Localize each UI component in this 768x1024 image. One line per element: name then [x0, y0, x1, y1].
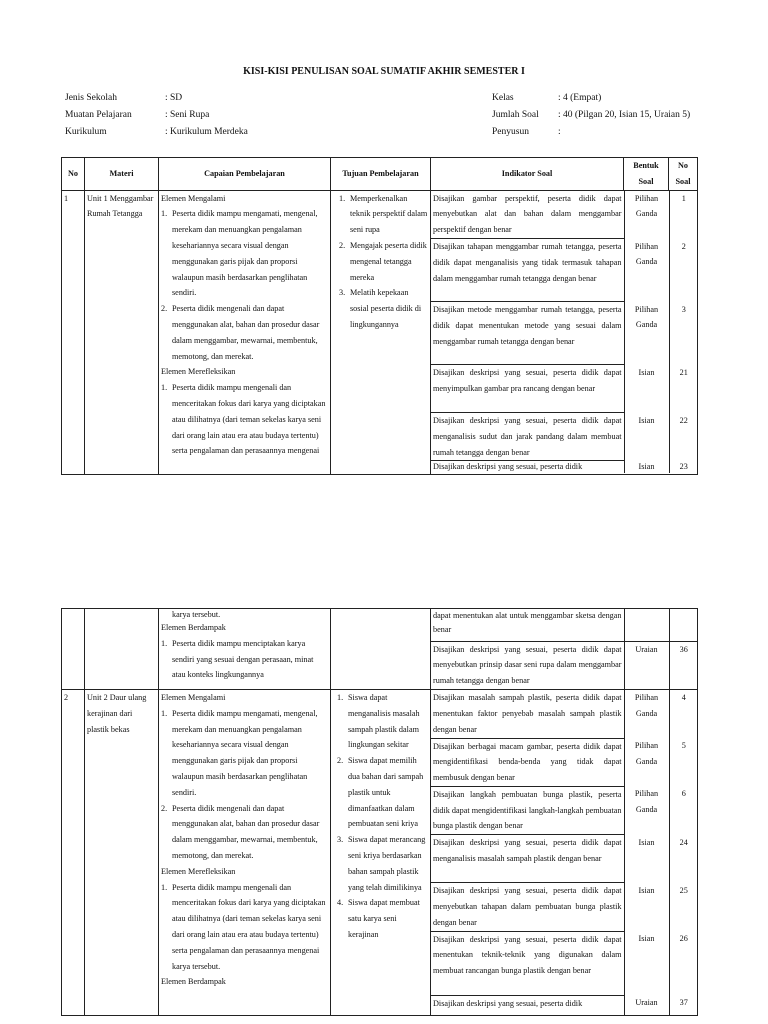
- indikator-text: Disajikan deskripsi yang sesuai, peserta didik dapat menganalisis sudut dan jarak pandang dalam membuat rumah tetangga dengan benar: [431, 413, 624, 461]
- meta-value: : SD: [165, 93, 183, 103]
- kisi-kisi-table-page2: [61, 608, 698, 1016]
- capaian-heading: Elemen Mengalami: [161, 693, 226, 702]
- indikator-text: Disajikan deskripsi yang sesuai, peserta didik dapat menganalisis masalah sampah plastik dengan benar: [431, 835, 624, 883]
- capaian-item: Peserta didik mampu menciptakan karya sendiri yang sesuai dengan perasaan, minat atau konteks lingkungannya: [172, 638, 314, 680]
- no-soal: 22: [679, 415, 688, 425]
- capaian-item: Peserta didik mampu mengamati, mengenal, merekam dan menuangkan pengalaman kesehariannya secara visual dengan menggunakan garis pijak dan proporsi walaupun masih berdasarkan penglihatan sendiri.: [172, 209, 318, 298]
- no-soal: 6: [681, 789, 686, 799]
- empty-cell: [331, 609, 431, 690]
- indikator-text: Disajikan deskripsi yang sesuai, peserta didik: [431, 461, 624, 473]
- header-nosoal: No Soal: [669, 158, 698, 191]
- indikator-text: dapat menentukan alat untuk menggambar sketsa dengan benar: [431, 609, 624, 641]
- bentuk-soal: Uraian: [624, 995, 669, 1015]
- bentuk-soal: Isian: [624, 413, 669, 461]
- tujuan-item: Melatih kepekaan sosial peserta didik di lingkungannya: [350, 288, 422, 329]
- tujuan-item: Memperkenalkan teknik perspektif dalam seni rupa: [350, 193, 428, 235]
- meta-label: Kelas: [492, 93, 514, 103]
- bentuk-soal: Pilihan Ganda: [624, 191, 669, 239]
- row-no: 1: [62, 190, 85, 474]
- meta-value: : 40 (Pilgan 20, Isian 15, Uraian 5): [558, 110, 691, 120]
- capaian-heading: Elemen Merefleksikan: [161, 866, 236, 876]
- row-materi: Unit 2 Daur ulang kerajinan dari plastik bekas: [85, 690, 159, 1016]
- meta-value: : Seni Rupa: [165, 110, 210, 120]
- bentuk-soal: Uraian: [624, 641, 669, 689]
- capaian-item: Peserta didik mampu mengenali dan menceritakan fokus dari karya yang diciptakan atau dilihatnya (dari teman sekelas karya seni dari orang lain atau era atau budaya tertentu) serta pengalaman dan perasaannya mengenai: [172, 383, 326, 456]
- no-soal: 36: [679, 644, 688, 654]
- indikator-text: Disajikan masalah sampah plastik, peserta didik dapat menentukan faktor penyebab masalah sampah plastik dengan benar: [431, 690, 624, 738]
- indikator-text: Disajikan deskripsi yang sesuai, peserta didik dapat menentukan teknik-teknik yang digunakan dalam membuat rancangan bunga plastik dengan benar: [431, 931, 624, 995]
- meta-label: Kurikulum: [65, 127, 107, 137]
- empty-cell: [85, 609, 159, 690]
- indikator-text: Disajikan deskripsi yang sesuai, peserta didik dapat menyimpulkan gambar pra rancang dengan benar: [431, 365, 624, 413]
- indikator-text: Disajikan tahapan menggambar rumah tetangga, peserta didik dapat menganalisis yang tidak termasuk tahapan dalam menggambar rumah tetangga dengan benar: [431, 239, 624, 302]
- header-indikator: Indikator Soal: [431, 158, 624, 191]
- meta-right-labels: [492, 90, 539, 141]
- indikator-text: Disajikan deskripsi yang sesuai, peserta didik: [431, 995, 624, 1015]
- capaian-heading: Elemen Berdampak: [161, 623, 226, 632]
- bentuk-soal: Pilihan Ganda: [624, 239, 669, 302]
- row-tujuan: 1. Memperkenalkan teknik perspektif dalam seni rupa 2. Mengajak peserta didik mengenal tetangga mereka 3. Melatih kepekaan sosial peserta didik di lingkungannya: [331, 190, 431, 474]
- indikator-stack: [431, 609, 698, 690]
- no-soal: 23: [679, 461, 688, 471]
- tujuan-item: Mengajak peserta didik mengenal tetangga mereka: [350, 240, 427, 282]
- indikator-text: Disajikan gambar perspektif, peserta didik dapat menyebutkan alat dan bahan dalam menggambar perspektif dengan benar: [431, 191, 624, 239]
- bentuk-soal: Isian: [624, 883, 669, 931]
- kisi-kisi-table-page1: [61, 157, 698, 475]
- meta-left-values: [165, 90, 248, 141]
- header-no: No: [62, 158, 85, 191]
- meta-label: Muatan Pelajaran: [65, 110, 132, 120]
- meta-value: : Kurikulum Merdeka: [165, 127, 248, 137]
- row-no: 2: [62, 690, 85, 1016]
- indikator-text: Disajikan deskripsi yang sesuai, peserta didik dapat menyebutkan tahapan dalam pembuatan bunga plastik dengan benar: [431, 883, 624, 931]
- bentuk-soal: Pilihan Ganda: [624, 786, 669, 834]
- tujuan-item: Siswa dapat menganalisis masalah sampah plastik dalam lingkungan sekitar: [348, 693, 420, 750]
- no-soal: 3: [681, 304, 686, 314]
- capaian-tail: karya tersebut.: [172, 610, 221, 619]
- no-soal: 2: [681, 241, 686, 251]
- no-soal: 1: [681, 193, 686, 203]
- row-capaian: Elemen Mengalami 1. Peserta didik mampu mengamati, mengenal, merekam dan menuangkan pengalaman kesehariannya secara visual dengan menggunakan garis pijak dan proporsi walaupun masih berdasarkan penglihatan sendiri. 2. Peserta didik mengenali dan dapat menggunakan alat, bahan dan prosedur dasar dalam menggambar, mewarnai, membentuk, memotong, dan merekat. Elemen Merefleksikan 1. Peserta didik mampu mengenali dan menceritakan fokus dari karya yang diciptakan atau dilihatnya (dari teman sekelas karya seni dari orang lain atau era atau budaya tertentu) serta pengalaman dan perasaannya mengenai karya tersebut. Elemen Berdampak: [159, 690, 331, 1016]
- bentuk-soal: Isian: [624, 931, 669, 995]
- row-tujuan: 1. Siswa dapat menganalisis masalah sampah plastik dalam lingkungan sekitar 2. Siswa dapat memilih dua bahan dari sampah plastik untuk dimanfaatkan dalam pembuatan seni kriya 3. Siswa dapat merancang seni kriya berdasarkan bahan sampah plastik yang telah dimilikinya 4. Siswa dapat membuat satu karya seni kerajinan: [331, 690, 431, 1016]
- indikator-stack: [431, 690, 698, 1016]
- meta-label: Penyusun: [492, 127, 529, 137]
- tujuan-item: Siswa dapat membuat satu karya seni kerajinan: [348, 898, 420, 939]
- bentuk-soal: Pilihan Ganda: [624, 738, 669, 786]
- capaian-heading: Elemen Berdampak: [161, 977, 226, 987]
- bentuk-soal: Pilihan Ganda: [624, 302, 669, 365]
- indikator-text: Disajikan metode menggambar rumah tetangga, peserta didik dapat menentukan metode yang sesuai dalam menggambar rumah tetangga dengan benar: [431, 302, 624, 365]
- row-capaian: Elemen Mengalami 1. Peserta didik mampu mengamati, mengenal, merekam dan menuangkan pengalaman kesehariannya secara visual dengan menggunakan garis pijak dan proporsi walaupun masih berdasarkan penglihatan sendiri. 2. Peserta didik mengenali dan dapat menggunakan alat, bahan dan prosedur dasar dalam menggambar, mewarnai, membentuk, memotong, dan merekat. Elemen Merefleksikan 1. Peserta didik mampu mengenali dan menceritakan fokus dari karya yang diciptakan atau dilihatnya (dari teman sekelas karya seni dari orang lain atau era atau budaya tertentu) serta pengalaman dan perasaannya mengenai: [159, 190, 331, 474]
- capaian-item: Peserta didik mengenali dan dapat menggunakan alat, bahan dan prosedur dasar dalam menggambar, mewarnai, membentuk, memotong, dan merekat.: [172, 304, 320, 361]
- meta-label: Jumlah Soal: [492, 110, 539, 120]
- no-soal: 24: [679, 837, 688, 847]
- tujuan-item: Siswa dapat merancang seni kriya berdasarkan bahan sampah plastik yang telah dimilikinya: [348, 835, 426, 892]
- indikator-stack: [431, 190, 698, 474]
- meta-value: : 4 (Empat): [558, 93, 602, 103]
- capaian-item: Peserta didik mengenali dan dapat menggunakan alat, bahan dan prosedur dasar dalam menggambar, mewarnai, membentuk, memotong, dan merekat.: [172, 803, 320, 860]
- bentuk-soal: [624, 609, 669, 641]
- bentuk-soal: Pilihan Ganda: [624, 690, 669, 738]
- header-capaian: Capaian Pembelajaran: [159, 158, 331, 191]
- header-materi: Materi: [85, 158, 159, 191]
- meta-right-values: [558, 90, 690, 141]
- capaian-item: Peserta didik mampu mengamati, mengenal, merekam dan menuangkan pengalaman kesehariannya secara visual dengan menggunakan garis pijak dan proporsi walaupun masih berdasarkan penglihatan sendiri.: [172, 708, 318, 797]
- no-soal: 25: [679, 885, 688, 895]
- table-header-row: [62, 158, 698, 191]
- bentuk-soal: Isian: [624, 461, 669, 473]
- header-tujuan: Tujuan Pembelajaran: [331, 158, 431, 191]
- tujuan-item: Siswa dapat memilih dua bahan dari sampah plastik untuk dimanfaatkan dalam pembuatan seni kriya: [348, 756, 424, 829]
- document-title: KISI-KISI PENULISAN SOAL SUMATIF AKHIR SEMESTER I: [243, 66, 525, 77]
- header-bentuk: Bentuk Soal: [624, 158, 669, 191]
- no-soal: 26: [679, 934, 688, 944]
- table-row: [62, 690, 698, 1016]
- capaian-heading: Elemen Mengalami: [161, 193, 226, 203]
- indikator-text: Disajikan berbagai macam gambar, peserta didik dapat mengidentifikasi benda-benda yang tidak dapat membusuk dengan benar: [431, 738, 624, 786]
- bentuk-soal: Isian: [624, 835, 669, 883]
- capaian-item: Peserta didik mampu mengenali dan menceritakan fokus dari karya yang diciptakan atau dilihatnya (dari teman sekelas karya seni dari orang lain atau era atau budaya tertentu) serta pengalaman dan perasaannya mengenai karya tersebut.: [172, 882, 326, 971]
- row-materi: Unit 1 Menggambar Rumah Tetangga: [85, 190, 159, 474]
- empty-cell: [62, 609, 85, 690]
- no-soal: 5: [681, 741, 686, 750]
- meta-label: Jenis Sekolah: [65, 93, 117, 103]
- no-soal: 21: [679, 367, 688, 377]
- indikator-text: Disajikan deskripsi yang sesuai, peserta didik dapat menyebutkan prinsip dasar seni rupa dalam menggambar rumah tetangga dengan benar: [431, 641, 624, 689]
- bentuk-soal: Isian: [624, 365, 669, 413]
- capaian-heading: Elemen Merefleksikan: [161, 367, 236, 377]
- table-row-continued: [62, 609, 698, 690]
- no-soal: [669, 609, 698, 641]
- indikator-text: Disajikan langkah pembuatan bunga plastik, peserta didik dapat mengidentifikasi langkah-langkah pembuatan bunga plastik dengan benar: [431, 786, 624, 834]
- no-soal: 37: [679, 998, 688, 1008]
- no-soal: 4: [681, 693, 686, 702]
- meta-left-labels: [65, 90, 132, 141]
- meta-value: :: [558, 127, 561, 137]
- row-capaian-cont: karya tersebut. Elemen Berdampak 1. Peserta didik mampu menciptakan karya sendiri yang sesuai dengan perasaan, minat atau konteks lingkungannya: [159, 609, 331, 690]
- table-row: [62, 190, 698, 474]
